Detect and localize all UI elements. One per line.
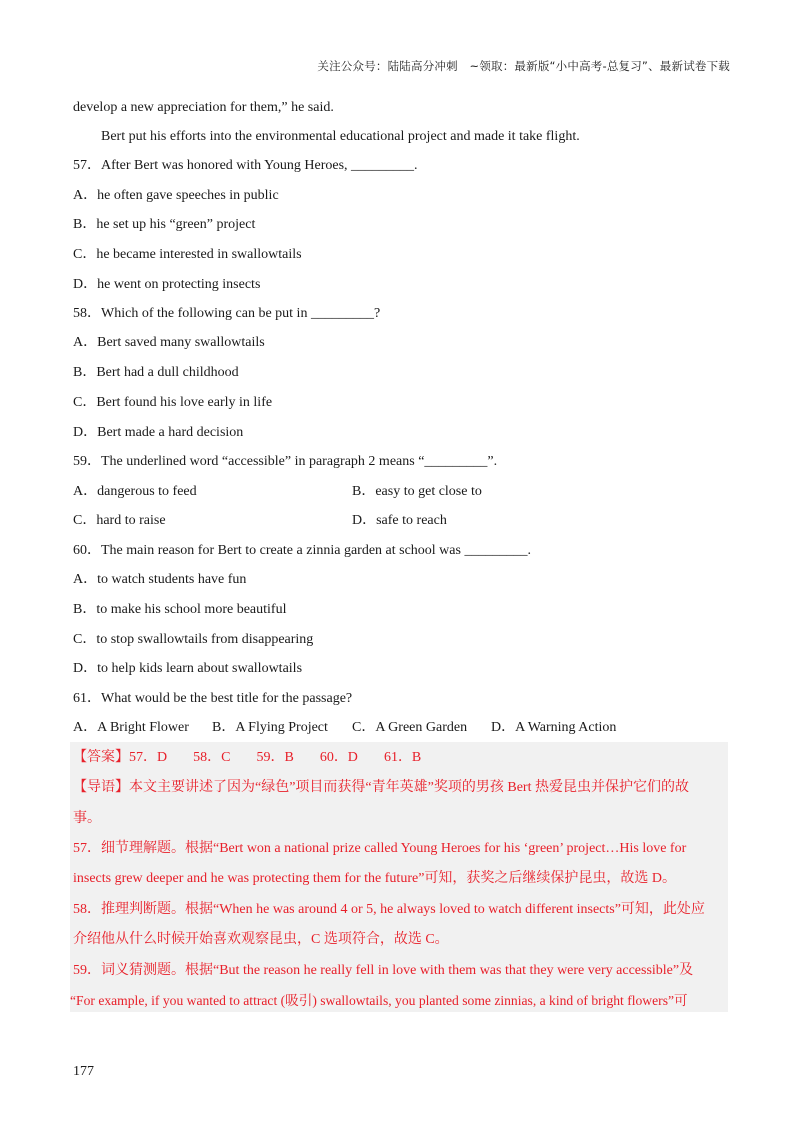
passage-line-1: develop a new appreciation for them,” he said. xyxy=(73,100,334,115)
question-61-option-a: A．A Bright Flower xyxy=(73,720,189,735)
question-59-option-a: A．dangerous to feed xyxy=(73,484,197,499)
question-59-option-b: B．easy to get close to xyxy=(352,484,482,499)
answer-item: 57．D xyxy=(129,750,168,765)
answer-item: 58．C xyxy=(193,750,231,765)
answer-item: 60．D xyxy=(319,750,358,765)
explanation-57-line-1: 57．细节理解题。根据“Bert won a national prize called Young Heroes for his ‘green’ project…His love for xyxy=(73,841,687,856)
question-59-option-d: D．safe to reach xyxy=(352,513,447,528)
answer-key xyxy=(73,751,447,765)
question-61-option-d: D．A Warning Action xyxy=(491,720,617,735)
question-60-option-a: A．to watch students have fun xyxy=(73,572,247,587)
question-58-stem: 58．Which of the following can be put in _________? xyxy=(73,306,381,321)
question-58-option-c: C．Bert found his love early in life xyxy=(73,395,273,410)
passage-line-2: Bert put his efforts into the environmental educational project and made it take flight. xyxy=(101,129,580,144)
page-header: 关注公众号：陆陆高分冲刺 ~领取：最新版“小中高考-总复习”、最新试卷下载 xyxy=(317,59,730,73)
answer-item: 61．B xyxy=(383,750,422,765)
question-61-stem: 61．What would be the best title for the passage? xyxy=(73,691,353,706)
question-58-option-d: D．Bert made a hard decision xyxy=(73,425,244,440)
question-61-option-c: C．A Green Garden xyxy=(352,720,468,735)
question-61-option-b: B．A Flying Project xyxy=(212,720,328,735)
question-60-option-d: D．to help kids learn about swallowtails xyxy=(73,661,303,676)
question-60-stem: 60．The main reason for Bert to create a zinnia garden at school was _________. xyxy=(73,543,531,558)
guide-label: 【导语】 xyxy=(73,780,129,795)
explanation-58-line-1: 58．推理判断题。根据“When he was around 4 or 5, he always loved to watch different insects”可知，此处应 xyxy=(73,902,705,917)
guide-line-2: 事。 xyxy=(73,811,101,826)
explanation-59-line-2: “For example, if you wanted to attract (吸引) swallowtails, you planted some zinnias, a kind of bright flowers”可 xyxy=(70,993,688,1008)
question-57-stem: 57．After Bert was honored with Young Heroes, _________. xyxy=(73,158,418,173)
answer-label: 【答案】 xyxy=(73,750,129,765)
question-57-option-a: A．he often gave speeches in public xyxy=(73,188,279,203)
question-57-option-d: D．he went on protecting insects xyxy=(73,277,261,292)
question-59-stem: 59．The underlined word “accessible” in paragraph 2 means “_________”. xyxy=(73,454,498,469)
question-60-option-c: C．to stop swallowtails from disappearing xyxy=(73,632,314,647)
explanation-58-line-2: 介绍他从什么时候开始喜欢观察昆虫，C 选项符合，故选 C。 xyxy=(73,932,449,947)
explanation-59-line-1: 59．词义猜测题。根据“But the reason he really fell in love with them was that they were very accessible”及 xyxy=(73,963,694,978)
question-60-option-b: B．to make his school more beautiful xyxy=(73,602,287,617)
question-57-option-c: C．he became interested in swallowtails xyxy=(73,247,302,262)
guide-text: 本文主要讲述了因为“绿色”项目而获得“青年英雄”奖项的男孩 Bert 热爱昆虫并保护它们的故 xyxy=(129,780,689,795)
question-59-option-c: C．hard to raise xyxy=(73,513,166,528)
answer-item: 59．B xyxy=(256,750,294,765)
explanation-57-line-2: insects grew deeper and he was protecting them for the future”可知，获奖之后继续保护昆虫，故选 D。 xyxy=(73,871,677,886)
page-number: 177 xyxy=(73,1064,94,1079)
question-58-option-b: B．Bert had a dull childhood xyxy=(73,365,239,380)
question-57-option-b: B．he set up his “green” project xyxy=(73,217,256,232)
guide-line-1 xyxy=(73,781,689,795)
question-58-option-a: A．Bert saved many swallowtails xyxy=(73,335,265,350)
